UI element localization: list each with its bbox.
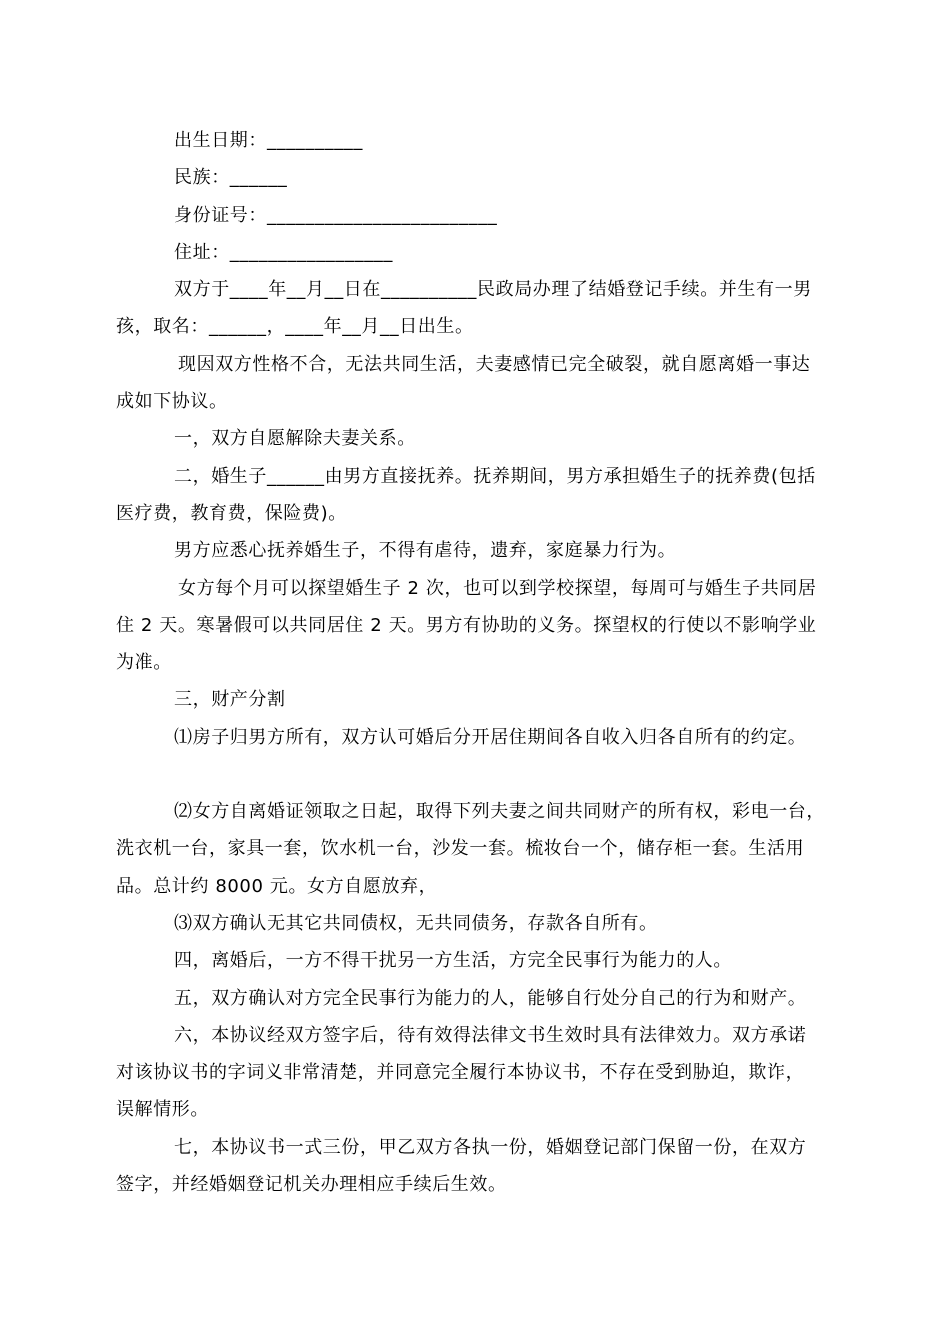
id-number-field: 身份证号：________________________ — [174, 204, 498, 226]
birth-date-field: 出生日期：__________ — [174, 130, 363, 151]
clause-six-line-2: 对该协议书的字词义非常清楚，并同意完全履行本协议书，不存在受到胁迫，欺诈， — [116, 1062, 805, 1084]
clause-five: 五，双方确认对方完全民事行为能力的人，能够自行处分自己的行为和财产。 — [174, 987, 807, 1009]
ethnicity-field: 民族：______ — [174, 167, 288, 189]
property-item-2-line-2: 洗衣机一台，家具一套，饮水机一台，沙发一套。梳妆台一个，储存柜一套。生活用 — [116, 838, 805, 860]
blank-gap — [116, 756, 841, 793]
document-body — [116, 122, 841, 1203]
clause-one: 一，双方自愿解除夫妻关系。 — [174, 428, 416, 450]
clause-two-line-2: 医疗费，教育费，保险费)。 — [116, 502, 347, 524]
clause-six-line-1: 六，本协议经双方签字后，待有效得法律文书生效时具有法律效力。双方承诺 — [174, 1024, 807, 1046]
custody-care-line: 男方应悉心抚养婚生子，不得有虐待，遗弃，家庭暴力行为。 — [174, 540, 677, 562]
clause-four: 四，离婚后，一方不得干扰另一方生活，方完全民事行为能力的人。 — [174, 950, 732, 972]
marriage-registration-line-1: 双方于____年__月__日在__________民政局办理了结婚登记手续。并生有一男 — [174, 279, 812, 301]
marriage-registration-line-2: 孩，取名：______，____年__月__日出生。 — [116, 316, 474, 338]
clause-seven-line-1: 七，本协议书一式三份，甲乙双方各执一份，婚姻登记部门保留一份，在双方 — [174, 1136, 807, 1158]
property-item-2-line-1: ⑵女方自离婚证领取之日起，取得下列夫妻之间共同财产的所有权，彩电一台， — [174, 801, 825, 823]
clause-two-line-1: 二，婚生子______由男方直接抚养。抚养期间，男方承担婚生子的抚养费(包括 — [174, 465, 816, 487]
clause-six-line-3: 误解情形。 — [116, 1099, 209, 1121]
property-item-1: ⑴房子归男方所有，双方认可婚后分开居住期间各自收入归各自所有的约定。 — [174, 726, 807, 748]
clause-three-heading: 三，财产分割 — [174, 689, 286, 711]
visitation-line-1: 女方每个月可以探望婚生子 2 次，也可以到学校探望，每周可与婚生子共同居 — [178, 577, 817, 599]
property-item-2-line-3: 品。总计约 8000 元。女方自愿放弃， — [116, 875, 438, 897]
clause-seven-line-2: 签字，并经婚姻登记机关办理相应手续后生效。 — [116, 1174, 507, 1196]
property-item-3: ⑶双方确认无其它共同债权，无共同债务，存款各自所有。 — [174, 912, 658, 934]
divorce-reason-line-1: 现因双方性格不合，无法共同生活，夫妻感情已完全破裂，就自愿离婚一事达 — [178, 353, 811, 375]
visitation-line-3: 为准。 — [116, 652, 172, 674]
visitation-line-2: 住 2 天。寒暑假可以共同居住 2 天。男方有协助的义务。探望权的行使以不影响学业 — [116, 614, 817, 636]
address-field: 住址：_________________ — [174, 241, 393, 263]
divorce-reason-line-2: 成如下协议。 — [116, 391, 228, 413]
